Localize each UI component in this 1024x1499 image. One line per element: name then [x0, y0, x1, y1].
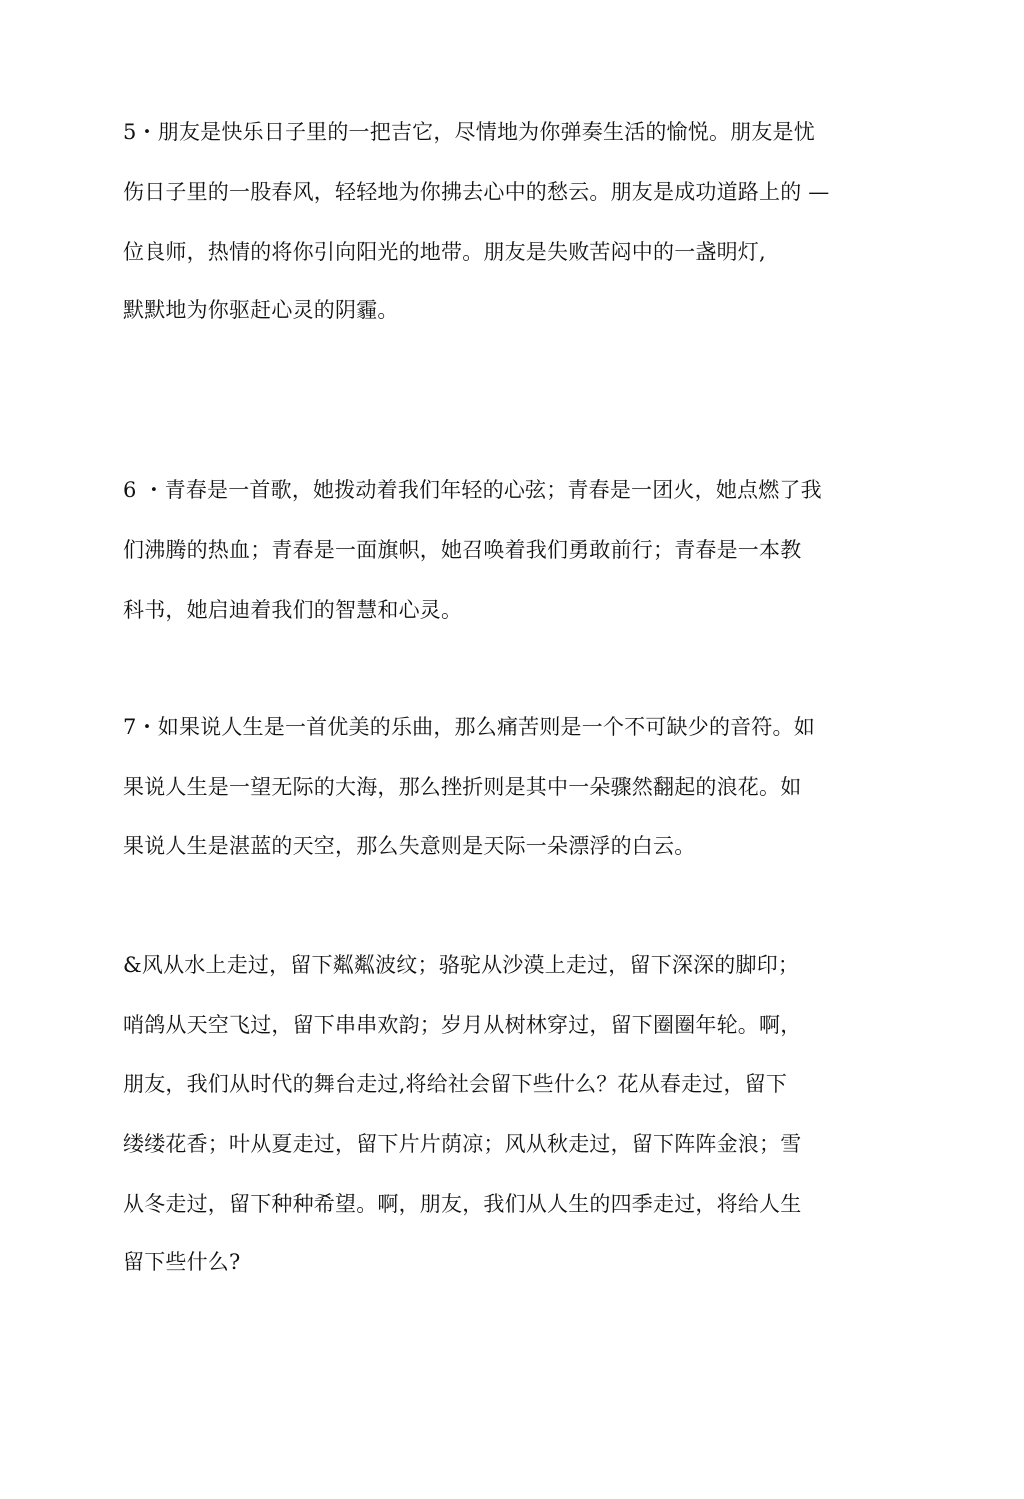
text-line: 从冬走过，留下种种希望。啊，朋友，我们从人生的四季走过，将给人生 — [123, 1192, 802, 1216]
text-line: 留下些什么? — [123, 1250, 241, 1274]
text-line: &风从水上走过，留下粼粼波纹；骆驼从沙漠上走过，留下深深的脚印； — [123, 953, 800, 977]
text-line: 科书，她启迪着我们的智慧和心灵。 — [123, 598, 463, 622]
text-line: 伤日子里的一股春风，轻轻地为你拂去心中的愁云。朋友是成功道路上的 — — [123, 180, 830, 204]
text-line: 默默地为你驱赶心灵的阴霾。 — [123, 298, 399, 322]
text-line: 位良师，热情的将你引向阳光的地带。朋友是失败苦闷中的一盏明灯, — [123, 240, 766, 264]
text-line: 哨鸽从天空飞过，留下串串欢韵；岁月从树林穿过，留下圈圈年轮。啊， — [123, 1013, 802, 1037]
text-line: 5・朋友是快乐日子里的一把吉它，尽情地为你弹奏生活的愉悦。朋友是忧 — [123, 120, 815, 144]
text-line: 果说人生是一望无际的大海，那么挫折则是其中一朵骤然翻起的浪花。如 — [123, 775, 802, 799]
text-line: 缕缕花香；叶从夏走过，留下片片荫凉；风从秋走过，留下阵阵金浪；雪 — [123, 1132, 802, 1156]
text-line: 果说人生是湛蓝的天空，那么失意则是天际一朵漂浮的白云。 — [123, 834, 696, 858]
text-line: 朋友，我们从时代的舞台走过,将给社会留下些什么？花从春走过，留下 — [123, 1072, 788, 1096]
text-line: 6 ・青春是一首歌，她拨动着我们年轻的心弦；青春是一团火，她点燃了我 — [123, 478, 822, 502]
text-line: 7・如果说人生是一首优美的乐曲，那么痛苦则是一个不可缺少的音符。如 — [123, 715, 815, 739]
text-line: 们沸腾的热血；青春是一面旗帜，她召唤着我们勇敢前行；青春是一本教 — [123, 538, 802, 562]
